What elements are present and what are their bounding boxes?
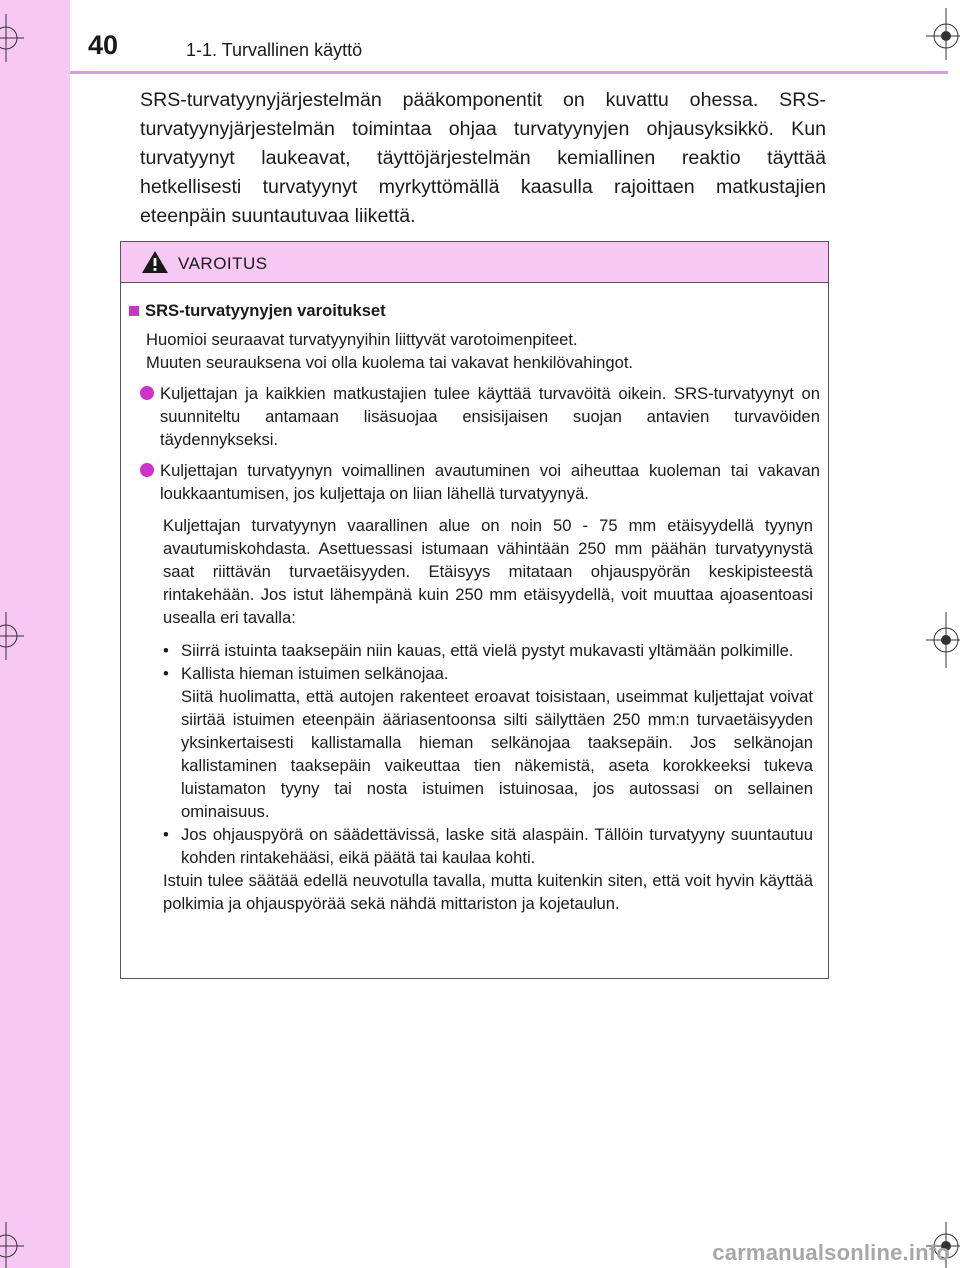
- warning-box: [120, 241, 829, 979]
- warning-heading: [129, 299, 820, 322]
- square-bullet-icon: [129, 306, 139, 316]
- warning-intro-line: Huomioi seuraavat turvatyynyihin liittyvät varotoimenpiteet.: [146, 330, 578, 349]
- warning-intro: [129, 328, 820, 374]
- list-bullet: •: [163, 641, 169, 660]
- header-divider: [70, 71, 948, 74]
- warning-item-text: Kuljettajan turvatyynyn voimallinen avautuminen voi aiheuttaa kuoleman tai vakavan loukkaantumisen, jos kuljettaja on liian lähellä turvatyynyä.: [160, 461, 820, 503]
- warning-heading-text: SRS-turvatyynyjen varoitukset: [145, 301, 386, 320]
- detail-paragraph: Kuljettajan turvatyynyn vaarallinen alue on noin 50 - 75 mm etäisyydellä tyynyn avautumiskohdasta. Asettuessasi istumaan vähintään 250 mm päähän turvatyynystä saat riittävän turvaetäisyyden. Etäisyys mitataan ohjauspyörän keskipisteestä rintakehään. Jos istut lähempänä kuin 250 mm etäisyydellä, voit muuttaa ajoasentoasi usealla eri tavalla:: [163, 516, 813, 627]
- section-title: 1-1. Turvallinen käyttö: [186, 40, 363, 60]
- warning-item: [129, 382, 820, 451]
- list-item-text: Siirrä istuinta taaksepäin niin kauas, että vielä pystyt mukavasti yltämään polkimille.: [181, 641, 794, 660]
- registration-mark-icon: [926, 8, 960, 60]
- registration-mark-icon: [0, 1218, 24, 1268]
- warning-triangle-icon: [141, 250, 169, 274]
- warning-detail: [129, 514, 820, 915]
- list-item: [163, 662, 813, 823]
- list-bullet: •: [163, 664, 169, 683]
- registration-mark-icon: [926, 612, 960, 668]
- warning-body: [121, 283, 828, 915]
- round-bullet-icon: [140, 386, 154, 400]
- warning-label: VAROITUS: [178, 254, 268, 273]
- warning-item-text: Kuljettajan ja kaikkien matkustajien tulee käyttää turvavöitä oikein. SRS-turvatyynyt on suunniteltu antamaan lisäsuojaa ensisijaisen suojan antavien turvavöiden täydennykseksi.: [160, 384, 820, 449]
- list-bullet: •: [163, 825, 169, 844]
- warning-header: [121, 242, 828, 283]
- list-item-subtext: Siitä huolimatta, että autojen rakenteet eroavat toisistaan, useimmat kuljettajat voivat siirtää istuimen eteenpäin ääriasentoonsa silti säilyttäen 250 mm:n turvaetäisyyden yksinkertaisesti kallistamalla hieman selkänojaa taaksepäin. Jos selkänojan kallistaminen taaksepäin vaikeuttaa tien näkemistä, aseta korokkeeksi tukeva luistamaton tyyny tai nosta istuimen istuinosaa, jos autossasi on sellainen ominaisuus.: [181, 687, 813, 821]
- watermark: carmanualsonline.info: [712, 1240, 950, 1265]
- page-number: 40: [88, 30, 119, 60]
- warning-item: [129, 459, 820, 505]
- intro-paragraph: SRS-turvatyynyjärjestelmän pääkomponentit on kuvattu ohessa. SRS-turvatyynyjärjestelmän toimintaa ohjaa turvatyynyjen ohjausyksikkö. Kun turvatyynyt laukeavat, täyttöjärjestelmän kemiallinen reaktio täyttää hetkellisesti turvatyynyt myrkyttömällä kaasulla rajoittaen matkustajien eteenpäin suuntautuvaa liikettä.: [140, 89, 826, 227]
- registration-mark-icon: [0, 14, 24, 62]
- list-item-text: Jos ohjauspyörä on säädettävissä, laske sitä alaspäin. Tällöin turvatyyny suuntautuu kohden rintakehääsi, eikä päätä tai kaulaa kohti.: [181, 825, 813, 867]
- registration-mark-icon: [0, 612, 24, 660]
- list-item-text: Kallista hieman istuimen selkänojaa.: [181, 664, 449, 683]
- list-item: [163, 823, 813, 869]
- list-item: [163, 639, 813, 662]
- warning-intro-line: Muuten seurauksena voi olla kuolema tai vakavat henkilövahingot.: [146, 353, 634, 372]
- final-note: Istuin tulee säätää edellä neuvotulla tavalla, mutta kuitenkin siten, että voit hyvin käyttää polkimia ja ohjauspyörää sekä nähdä mittariston ja kojetaulun.: [163, 871, 813, 913]
- round-bullet-icon: [140, 463, 154, 477]
- adjustment-list: [163, 639, 813, 869]
